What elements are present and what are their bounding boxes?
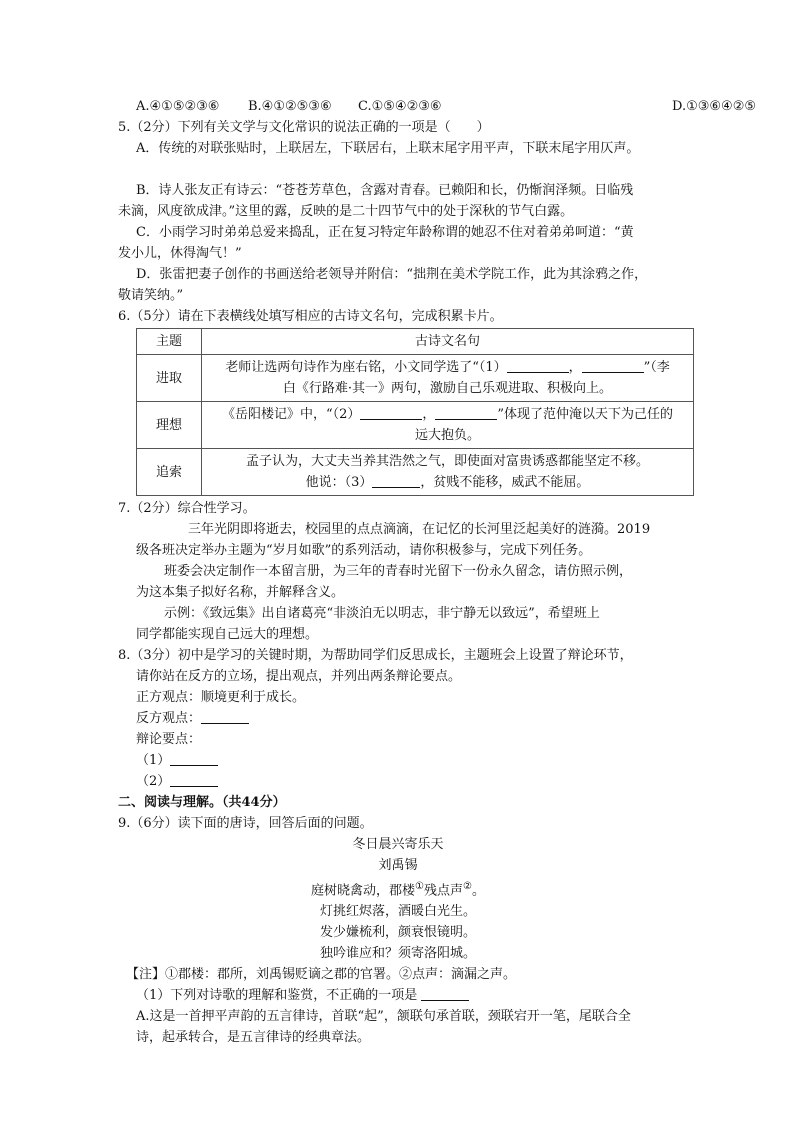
- sub1-answer-blank[interactable]: [421, 986, 469, 1001]
- q7-stem: 7.（2分）综合性学习。: [118, 501, 256, 516]
- q4-option-d: D.①③⑥④②⑤: [672, 99, 757, 114]
- q7-para2-line1: 班委会决定制作一本留言册，为三年的青春时光留下一份永久留念，请仿照示例，: [164, 564, 633, 579]
- q6-stem: 6.（5分）请在下表横线处填写相应的古诗文名句，完成积累卡片。: [118, 309, 503, 324]
- q5-option-c-line1: C．小雨学习时弟弟总爱来捣乱，正在复习特定年龄称谓的她忍不住对着弟弟呵道：“黄: [136, 225, 634, 240]
- row-theme: 追索: [137, 449, 202, 496]
- point-1-blank[interactable]: [170, 751, 218, 766]
- q5-stem: 5.（2分）下列有关文学与文化常识的说法正确的一项是（ ）: [118, 120, 490, 135]
- q7-para2-line2: 为这本集子拟好名称，并解释含义。: [136, 585, 345, 600]
- row-theme: 理想: [137, 402, 202, 449]
- poem-author: 刘禹锡: [378, 858, 418, 873]
- row-content: 《岳阳楼记》中，“（2） ， ”体现了范仲淹以天下为己任的 远大抱负。: [202, 402, 694, 449]
- q8-point-2: （2）: [118, 771, 678, 792]
- table-header-row: [137, 329, 694, 355]
- header-theme: 主题: [137, 329, 202, 355]
- q9-option-a-line2: 诗，起承转合，是五言律诗的经典章法。: [136, 1030, 371, 1046]
- q5-option-c-line2: 发小儿，休得淘气！”: [118, 246, 242, 261]
- q4-options: [118, 96, 757, 117]
- row-theme: 进取: [137, 355, 202, 402]
- accumulation-card-table: [136, 328, 694, 496]
- poem-note: 【注】①郡楼：郡所，刘禹锡贬谪之郡的官署。②点声：滴漏之声。: [126, 967, 517, 983]
- header-content: 古诗文名句: [202, 329, 694, 355]
- q5-option-a: A．传统的对联张贴时，上联居左，下联居右，上联末尾字用平声，下联末尾字用仄声。: [136, 141, 640, 156]
- q4-option-a: A.④①⑤②③⑥: [136, 99, 220, 114]
- con-view-blank[interactable]: [201, 709, 249, 724]
- answer-blank-1a[interactable]: [507, 358, 569, 373]
- q9-sub1: （1）下列对诗歌的理解和鉴赏，不正确的一项是: [118, 985, 678, 1006]
- row-content: 老师让选两句诗作为座右铭，小文同学选了“（1） ， ”（李 白《行路难·其一》两句，激励自己乐观进取、积极向上。: [202, 355, 694, 402]
- q7-example-line2: 同学都能实现自己远大的理想。: [136, 627, 319, 642]
- table-row: [137, 355, 694, 402]
- table-row: [137, 402, 694, 449]
- q5-option-b-line2: 未滴，风度欲成津。”这里的露，反映的是二十四节气中的处于深秋的节气白露。: [118, 204, 574, 219]
- q8-stem-line1: 8.（3分）初中是学习的关键时期，为帮助同学们反思成长，主题班会上设置了辩论环节，: [118, 648, 633, 663]
- table-row: [137, 449, 694, 496]
- poem-line-1: 庭树晓禽动，郡楼①残点声②。: [311, 881, 485, 899]
- poem-line-4: 独吟谁应和？须寄洛阳城。: [319, 946, 476, 962]
- poem-line-3: 发少嫌梳利，颜衰恨镜明。: [319, 925, 476, 941]
- exam-page: [118, 96, 757, 1048]
- q8-stem-line2: 请你站在反方的立场，提出观点，并列出两条辩论要点。: [136, 669, 462, 684]
- poem-line-2: 灯挑红烬落，酒暖白光生。: [319, 904, 476, 920]
- q5-option-d-line2: 敬请笑纳。”: [118, 288, 184, 303]
- q7-para1-line2: 级各班决定举办主题为“岁月如歌”的系列活动，请你积极参与，完成下列任务。: [136, 543, 592, 558]
- q4-option-b: B.④①②⑤③⑥: [248, 99, 332, 114]
- q8-point-1: （1）: [118, 750, 678, 771]
- q5-option-d-line1: D．张雷把妻子创作的书画送给老领导并附信：“拙荆在美术学院工作，此为其涂鸦之作，: [136, 267, 648, 282]
- row-content: 孟子认为，大丈夫当养其浩然之气，即使面对富贵诱惑都能坚定不移。 他说：（3） ，贫贱不能移，威武不能屈。: [202, 449, 694, 496]
- q8-pro-view: 正方观点：顺境更利于成长。: [136, 690, 306, 705]
- section-heading: 二、阅读与理解。（共44分）: [118, 795, 286, 810]
- point-2-blank[interactable]: [170, 772, 218, 787]
- q8-points-label: 辩论要点：: [136, 732, 202, 747]
- q9-stem: 9.（6分）读下面的唐诗，回答后面的问题。: [118, 816, 373, 831]
- q9-option-a-line1: A.这是一首押平声韵的五言律诗，首联“起”，颔联句承首联，颈联宕开一笔，尾联合全: [136, 1009, 631, 1025]
- answer-blank-2a[interactable]: [360, 405, 422, 420]
- answer-blank-2b[interactable]: [435, 405, 497, 420]
- q5-option-b-line1: B．诗人张友正有诗云：“苍苍芳草色，含露对青春。已赖阳和长，仍惭润泽频。日临残: [136, 183, 634, 198]
- q7-para1-line1: 三年光阴即将逝去，校园里的点点滴滴，在记忆的长河里泛起美好的涟漪。2019: [188, 522, 651, 537]
- answer-blank-3[interactable]: [372, 473, 420, 488]
- q4-option-c: C.①⑤④②③⑥: [358, 99, 442, 114]
- q7-example-line1: 示例：《致远集》出自诸葛亮“非淡泊无以明志，非宁静无以致远”，希望班上: [164, 606, 600, 621]
- q8-con-view: 反方观点：: [118, 708, 678, 729]
- poem-title: 冬日晨兴寄乐天: [352, 837, 444, 852]
- answer-blank-1b[interactable]: [582, 358, 644, 373]
